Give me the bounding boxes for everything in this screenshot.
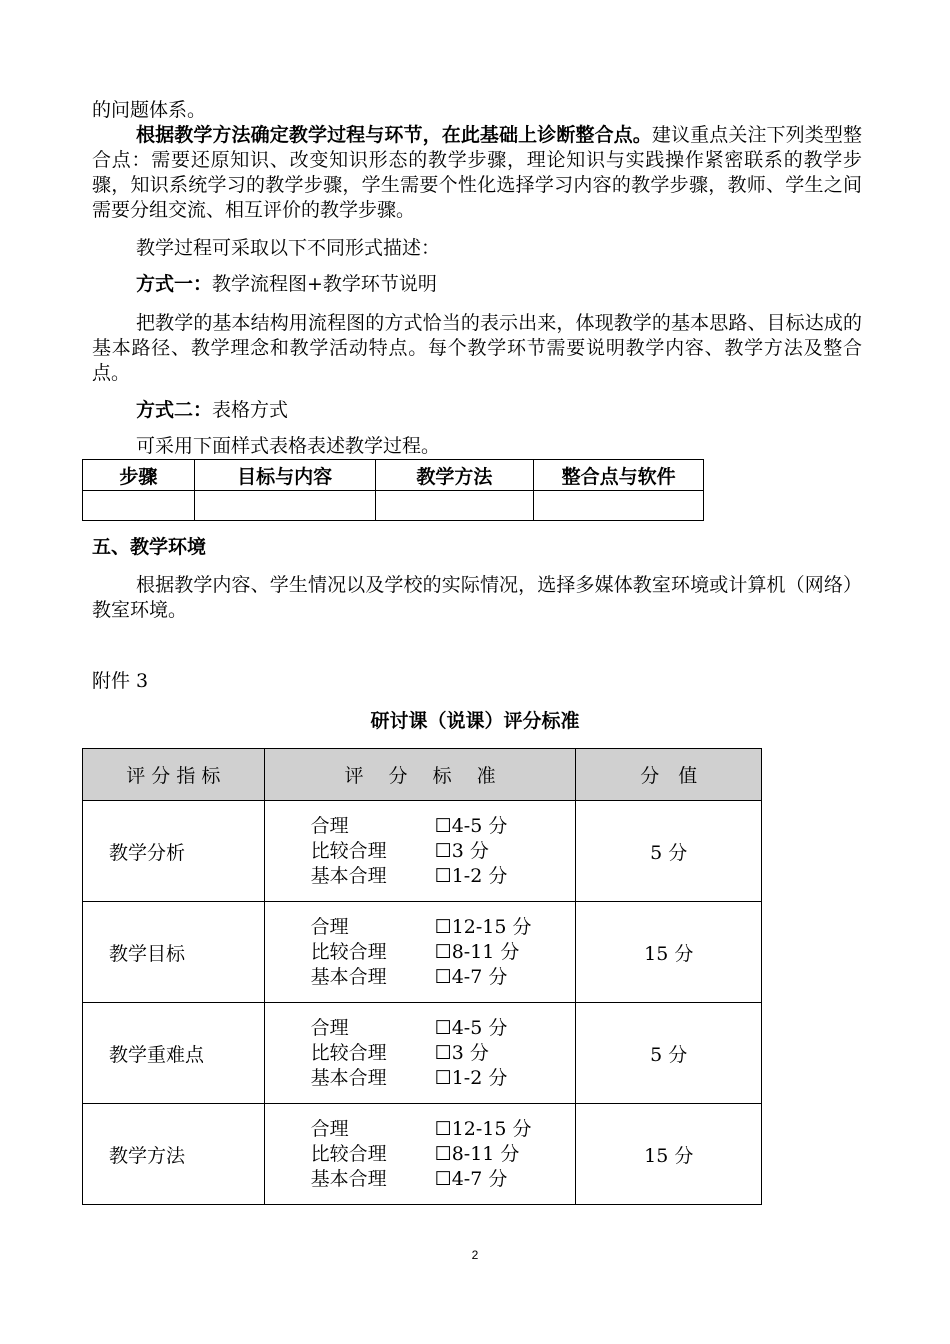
value-cell: 15 分: [576, 902, 762, 1003]
criteria-name: 基本合理: [310, 864, 387, 887]
process-header-integration: 整合点与软件: [534, 460, 704, 491]
criteria-line: [311, 940, 575, 965]
table-row: [83, 1003, 762, 1104]
criteria-line: [311, 1167, 575, 1192]
table-cell: [83, 491, 195, 521]
value-cell: 15 分: [576, 1104, 762, 1205]
process-header-goal: 目标与内容: [194, 460, 375, 491]
table-cell: [194, 491, 375, 521]
paragraph-body: 建议重点关注下列类型整合点：需要还原知识、改变知识形态的教学步骤，理论知识与实践操作紧密联系的教学步骤，知识系统学习的教学步骤，学生需要个性化选择学习内容的教学步骤，教师、学生之间需要分组交流、相互评价的教学步骤。: [92, 124, 862, 221]
paragraph-flowchart: 把教学的基本结构用流程图的方式恰当的表示出来，体现教学的基本思路、目标达成的基本路径、教学理念和教学活动特点。每个教学环节需要说明教学内容、教学方法及整合点。: [92, 312, 862, 384]
indicator-cell: 教学重难点: [83, 1003, 265, 1104]
header-value: 分 值: [576, 749, 762, 801]
criteria-line: [311, 1041, 575, 1066]
criteria-range: ☐4-5 分: [434, 1016, 508, 1039]
header-indicator: 评 分 指 标: [83, 749, 265, 801]
criteria-name: 合理: [310, 814, 349, 837]
method-two: [92, 398, 862, 423]
header-criteria: 评 分 标 准: [264, 749, 576, 801]
value-cell: 5 分: [576, 801, 762, 902]
criteria-name: 比较合理: [310, 839, 387, 862]
process-header-step: 步骤: [83, 460, 195, 491]
criteria-cell: [264, 902, 576, 1003]
attachment-label: 附件 3: [92, 670, 149, 692]
criteria-name: 基本合理: [310, 1066, 387, 1089]
indicator-cell: 教学方法: [83, 1104, 265, 1205]
criteria-range: ☐8-11 分: [434, 940, 520, 963]
paragraph-process-forms: 教学过程可采取以下不同形式描述：: [136, 237, 441, 259]
criteria-line: [311, 864, 575, 889]
criteria-cell: [264, 1003, 576, 1104]
indicator-cell: 教学目标: [83, 902, 265, 1003]
process-table-empty-row: [83, 491, 704, 521]
method-one-text: 教学流程图+教学环节说明: [212, 273, 437, 295]
value-cell: 5 分: [576, 1003, 762, 1104]
criteria-cell: [264, 1104, 576, 1205]
criteria-name: 比较合理: [310, 1041, 387, 1064]
criteria-line: [311, 965, 575, 990]
criteria-name: 合理: [310, 1117, 349, 1140]
scoring-header-row: [83, 749, 762, 801]
table-row: [83, 1104, 762, 1205]
process-table-header-row: [83, 460, 704, 491]
criteria-range: ☐8-11 分: [434, 1142, 520, 1165]
paragraph-integration-points: [92, 123, 862, 223]
table-row: [83, 801, 762, 902]
table-row: [83, 902, 762, 1003]
criteria-range: ☐3 分: [434, 1041, 489, 1064]
criteria-name: 合理: [310, 915, 349, 938]
paragraph-environment: 根据教学内容、学生情况以及学校的实际情况，选择多媒体教室环境或计算机（网络）教室环境。: [92, 574, 862, 621]
process-table: [82, 459, 704, 521]
scoring-title: 研讨课（说课）评分标准: [370, 710, 580, 732]
method-one: [92, 272, 862, 297]
criteria-range: ☐4-5 分: [434, 814, 508, 837]
criteria-range: ☐1-2 分: [434, 1066, 508, 1089]
paragraph-bold-lead: 根据教学方法确定教学过程与环节，在此基础上诊断整合点。: [136, 124, 652, 146]
criteria-line: [311, 839, 575, 864]
criteria-line: [311, 1142, 575, 1167]
criteria-line: [311, 1066, 575, 1091]
indicator-cell: 教学分析: [83, 801, 265, 902]
criteria-name: 基本合理: [310, 1167, 387, 1190]
table-cell: [375, 491, 534, 521]
criteria-name: 比较合理: [310, 940, 387, 963]
section-heading: 五、教学环境: [92, 536, 207, 558]
paragraph-table-hint: 可采用下面样式表格表述教学过程。: [136, 435, 441, 457]
method-one-label: 方式一：: [136, 273, 213, 295]
method-two-text: 表格方式: [212, 399, 289, 421]
scoring-table: [82, 748, 762, 1205]
process-header-method: 教学方法: [375, 460, 534, 491]
criteria-range: ☐4-7 分: [434, 1167, 508, 1190]
page-number: 2: [471, 1248, 479, 1262]
paragraph-continuation: 的问题体系。: [92, 99, 207, 121]
criteria-line: [311, 915, 575, 940]
criteria-range: ☐1-2 分: [434, 864, 508, 887]
method-two-label: 方式二：: [136, 399, 213, 421]
criteria-name: 比较合理: [310, 1142, 387, 1165]
criteria-range: ☐12-15 分: [434, 1117, 532, 1140]
criteria-cell: [264, 801, 576, 902]
criteria-line: [311, 814, 575, 839]
criteria-range: ☐4-7 分: [434, 965, 508, 988]
criteria-range: ☐12-15 分: [434, 915, 532, 938]
criteria-name: 基本合理: [310, 965, 387, 988]
criteria-line: [311, 1117, 575, 1142]
table-cell: [534, 491, 704, 521]
criteria-line: [311, 1016, 575, 1041]
criteria-name: 合理: [310, 1016, 349, 1039]
criteria-range: ☐3 分: [434, 839, 489, 862]
